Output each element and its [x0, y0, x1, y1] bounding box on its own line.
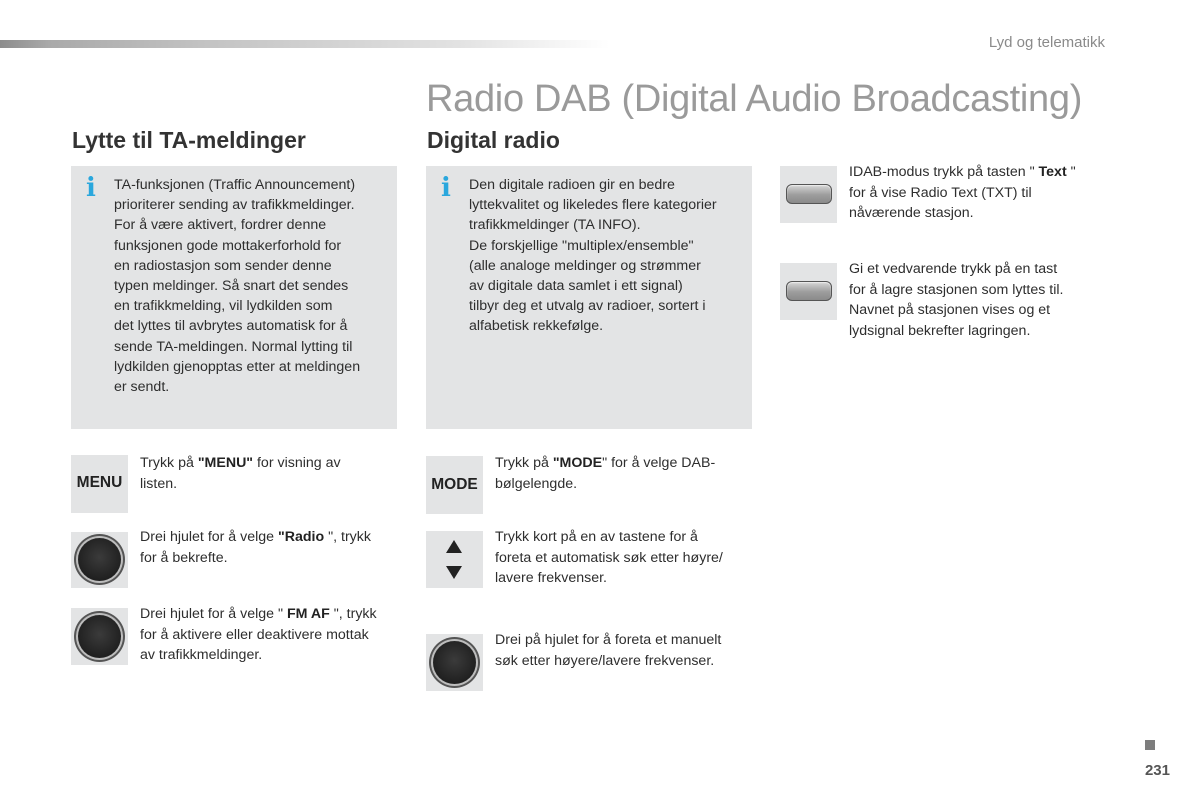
preset-key-cap [786, 281, 832, 301]
step-manual-search [495, 630, 760, 671]
step-text: IDAB-modus trykk på tasten " [849, 164, 1039, 180]
info-text-ta: TA-funksjonen (Traffic Announcement) prioriterer sending av trafikkmeldinger. For å være aktivert, fordrer denne funksjonen gode mottakerforhold for en radiostasjon som sender denne typen meldinger. Så snart det sendes en trafikkmelding, vil lydkilden som det lyttes til avbrytes automatisk for å sende TA-meldingen. Normal lytting til lydkilden gjenopptas etter at meldingen er sendt. [114, 177, 361, 396]
info-box-ta [71, 166, 397, 429]
knob-icon-dial [433, 641, 476, 684]
step-bold: FM AF [286, 606, 330, 622]
up-arrow-icon [446, 540, 462, 553]
step-text: Trykk på [495, 455, 553, 471]
step-text: " for å velge DAB- bølgelengde. [495, 455, 716, 492]
knob-icon-dial [78, 615, 121, 658]
step-mode [495, 453, 755, 494]
chapter-name: Lyd og telematikk [988, 34, 1105, 51]
preset-key-cap [786, 184, 832, 204]
info-box-digital [426, 166, 752, 429]
preset-key-icon [780, 263, 837, 320]
step-text: ", trykk for å aktivere eller deaktivere mottak av trafikkmeldinger. [140, 606, 377, 663]
step-text: Drei hjulet for å velge " [140, 606, 287, 622]
up-down-arrows-icon [426, 531, 483, 588]
step-radio [140, 527, 400, 568]
knob-icon [71, 532, 128, 588]
step-text: Trykk på [140, 455, 198, 471]
step-text: " for å vise Radio Text (TXT) til nåværende stasjon. [849, 164, 1076, 221]
info-icon: i [86, 173, 96, 203]
step-menu [140, 453, 400, 494]
knob-icon-dial [78, 538, 121, 581]
section-heading-ta: Lytte til TA-meldinger [72, 127, 306, 153]
header-bar [0, 40, 610, 48]
info-text-digital: Den digitale radioen gir en bedre lyttekvalitet og likeledes flere kategorier trafikkmeldinger (TA INFO). De forskjellige "multiplex/ensemble" (alle analoge meldinger og strømmer av digitale data samlet i ett signal) tilbyr deg et utvalg av radioer, sortert i alfabetisk rekkefølge. [469, 177, 717, 335]
knob-icon [71, 608, 128, 665]
step-bold: Text [1038, 164, 1067, 180]
preset-key-icon [780, 166, 837, 223]
mode-key-icon [426, 456, 483, 514]
step-text: Trykk kort på en av tastene for å foreta et automatisk søk etter høyre/ lavere frekvenser. [495, 529, 723, 586]
step-store-preset [849, 259, 1109, 341]
step-text: ", trykk for å bekrefte. [140, 529, 371, 566]
section-heading-digital: Digital radio [427, 127, 560, 153]
step-bold: "Radio [278, 529, 325, 545]
page-number: 231 [1144, 762, 1170, 779]
step-auto-search [495, 527, 760, 589]
page-marker [1145, 740, 1155, 750]
step-text: for visning av listen. [140, 455, 341, 492]
step-text: Drei hjulet for å velge [140, 529, 279, 545]
step-text: Drei på hjulet for å foreta et manuelt søk etter høyere/lavere frekvenser. [495, 632, 722, 669]
knob-icon [426, 634, 483, 691]
step-text-key [849, 162, 1109, 224]
menu-key-icon [71, 455, 128, 513]
page-title: Radio DAB (Digital Audio Broadcasting) [426, 78, 1083, 120]
step-bold: "MENU" [197, 455, 254, 471]
menu-key-label: MENU [76, 474, 123, 491]
down-arrow-icon [446, 566, 462, 579]
step-text: Gi et vedvarende trykk på en tast for å lagre stasjonen som lyttes til. Navnet på stasjonen vises og et lydsignal bekrefter lagringen. [849, 261, 1064, 339]
mode-key-label: MODE [431, 476, 478, 493]
step-bold: "MODE [552, 455, 603, 471]
step-fm-af [140, 604, 405, 666]
info-icon: i [441, 173, 451, 203]
